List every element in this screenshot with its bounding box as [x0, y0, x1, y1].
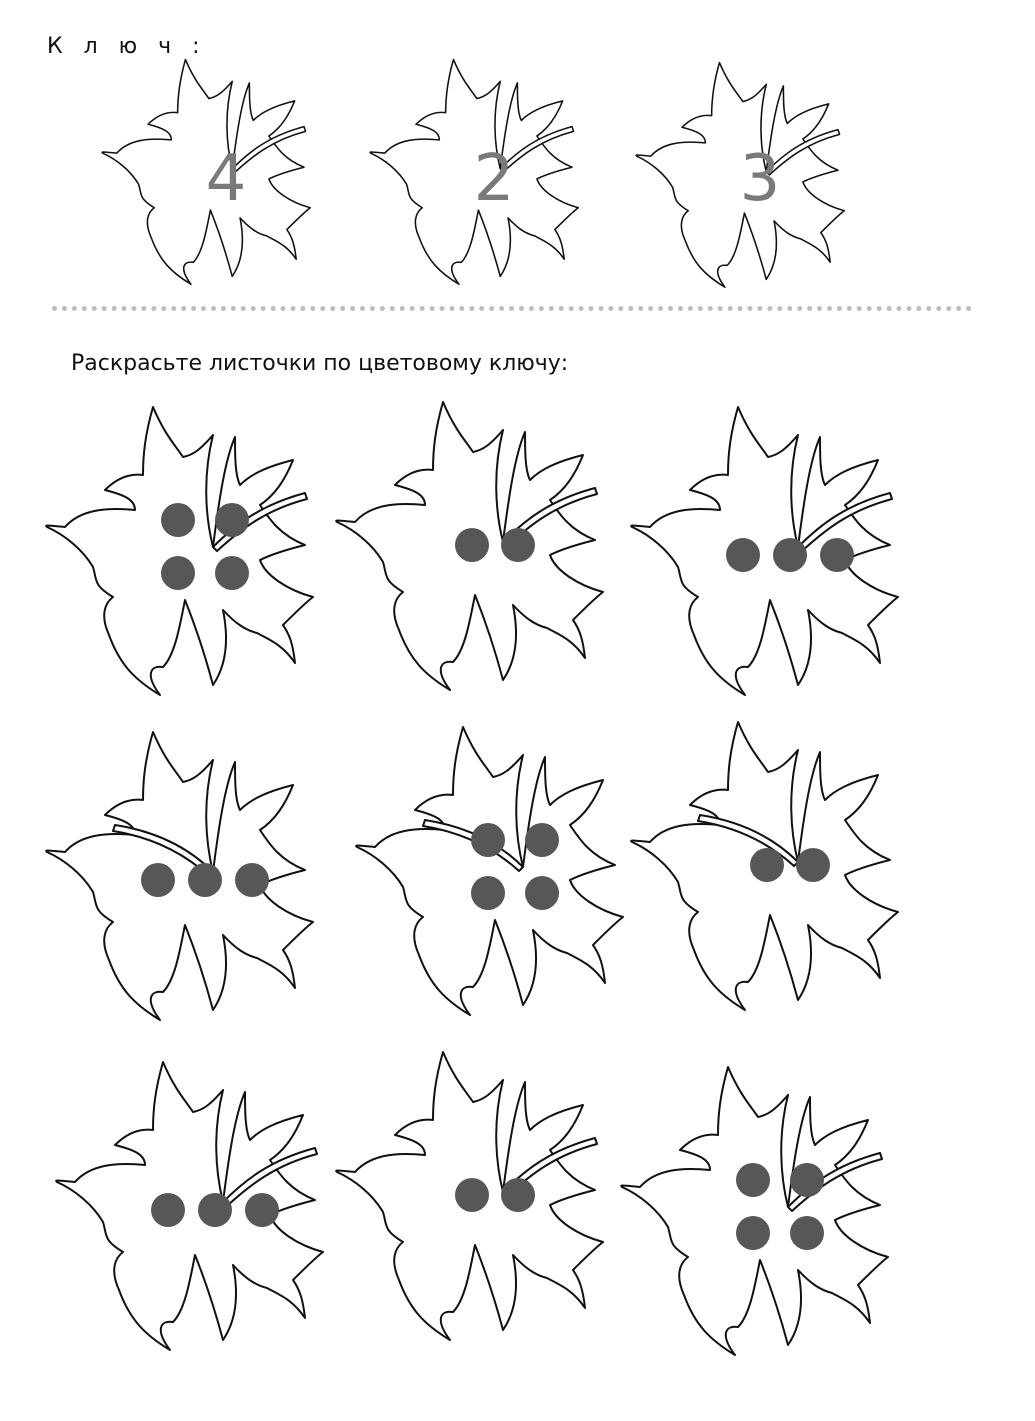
leaf-dot: [773, 538, 807, 572]
key-number: 3: [739, 142, 781, 216]
leaf-dot: [455, 1178, 489, 1212]
leaf-5[interactable]: [356, 727, 623, 1015]
leaf-dot: [141, 863, 175, 897]
key-number: 4: [205, 142, 247, 216]
leaf-2[interactable]: [336, 402, 603, 690]
leaf-dot: [151, 1193, 185, 1227]
leaf-outline: [46, 732, 313, 1020]
leaf-dot: [525, 823, 559, 857]
leaf-dot: [726, 538, 760, 572]
leaf-9[interactable]: [621, 1067, 888, 1355]
instruction-text: Раскрасьте листочки по цветовому ключу:: [71, 351, 569, 376]
leaf-7[interactable]: [56, 1062, 323, 1350]
leaf-6[interactable]: [631, 722, 898, 1010]
leaf-dot: [796, 848, 830, 882]
leaf-dot: [215, 556, 249, 590]
leaf-outline: [631, 407, 898, 695]
key-title: К л ю ч :: [47, 34, 207, 59]
leaf-dot: [198, 1193, 232, 1227]
key-number: 2: [473, 142, 515, 216]
leaf-8[interactable]: [336, 1052, 603, 1340]
leaf-dot: [736, 1163, 770, 1197]
leaf-dot: [455, 528, 489, 562]
leaf-dot: [161, 503, 195, 537]
leaf-dot: [215, 503, 249, 537]
leaf-dot: [790, 1163, 824, 1197]
leaf-dot: [790, 1216, 824, 1250]
leaf-dot: [501, 1178, 535, 1212]
leaf-outline: [46, 407, 313, 695]
leaf-dot: [235, 863, 269, 897]
leaf-1[interactable]: [46, 407, 313, 695]
leaf-outline: [56, 1062, 323, 1350]
leaf-dot: [750, 848, 784, 882]
leaf-3[interactable]: [631, 407, 898, 695]
leaf-4[interactable]: [46, 732, 313, 1020]
leaf-dot: [471, 876, 505, 910]
leaf-dot: [525, 876, 559, 910]
leaf-grid: [46, 402, 898, 1355]
leaf-dot: [820, 538, 854, 572]
leaf-dot: [161, 556, 195, 590]
leaf-dot: [471, 823, 505, 857]
leaf-dot: [501, 528, 535, 562]
leaf-outline: [621, 1067, 888, 1355]
leaf-dot: [188, 863, 222, 897]
leaf-outline: [356, 727, 623, 1015]
leaf-dot: [736, 1216, 770, 1250]
leaf-dot: [245, 1193, 279, 1227]
